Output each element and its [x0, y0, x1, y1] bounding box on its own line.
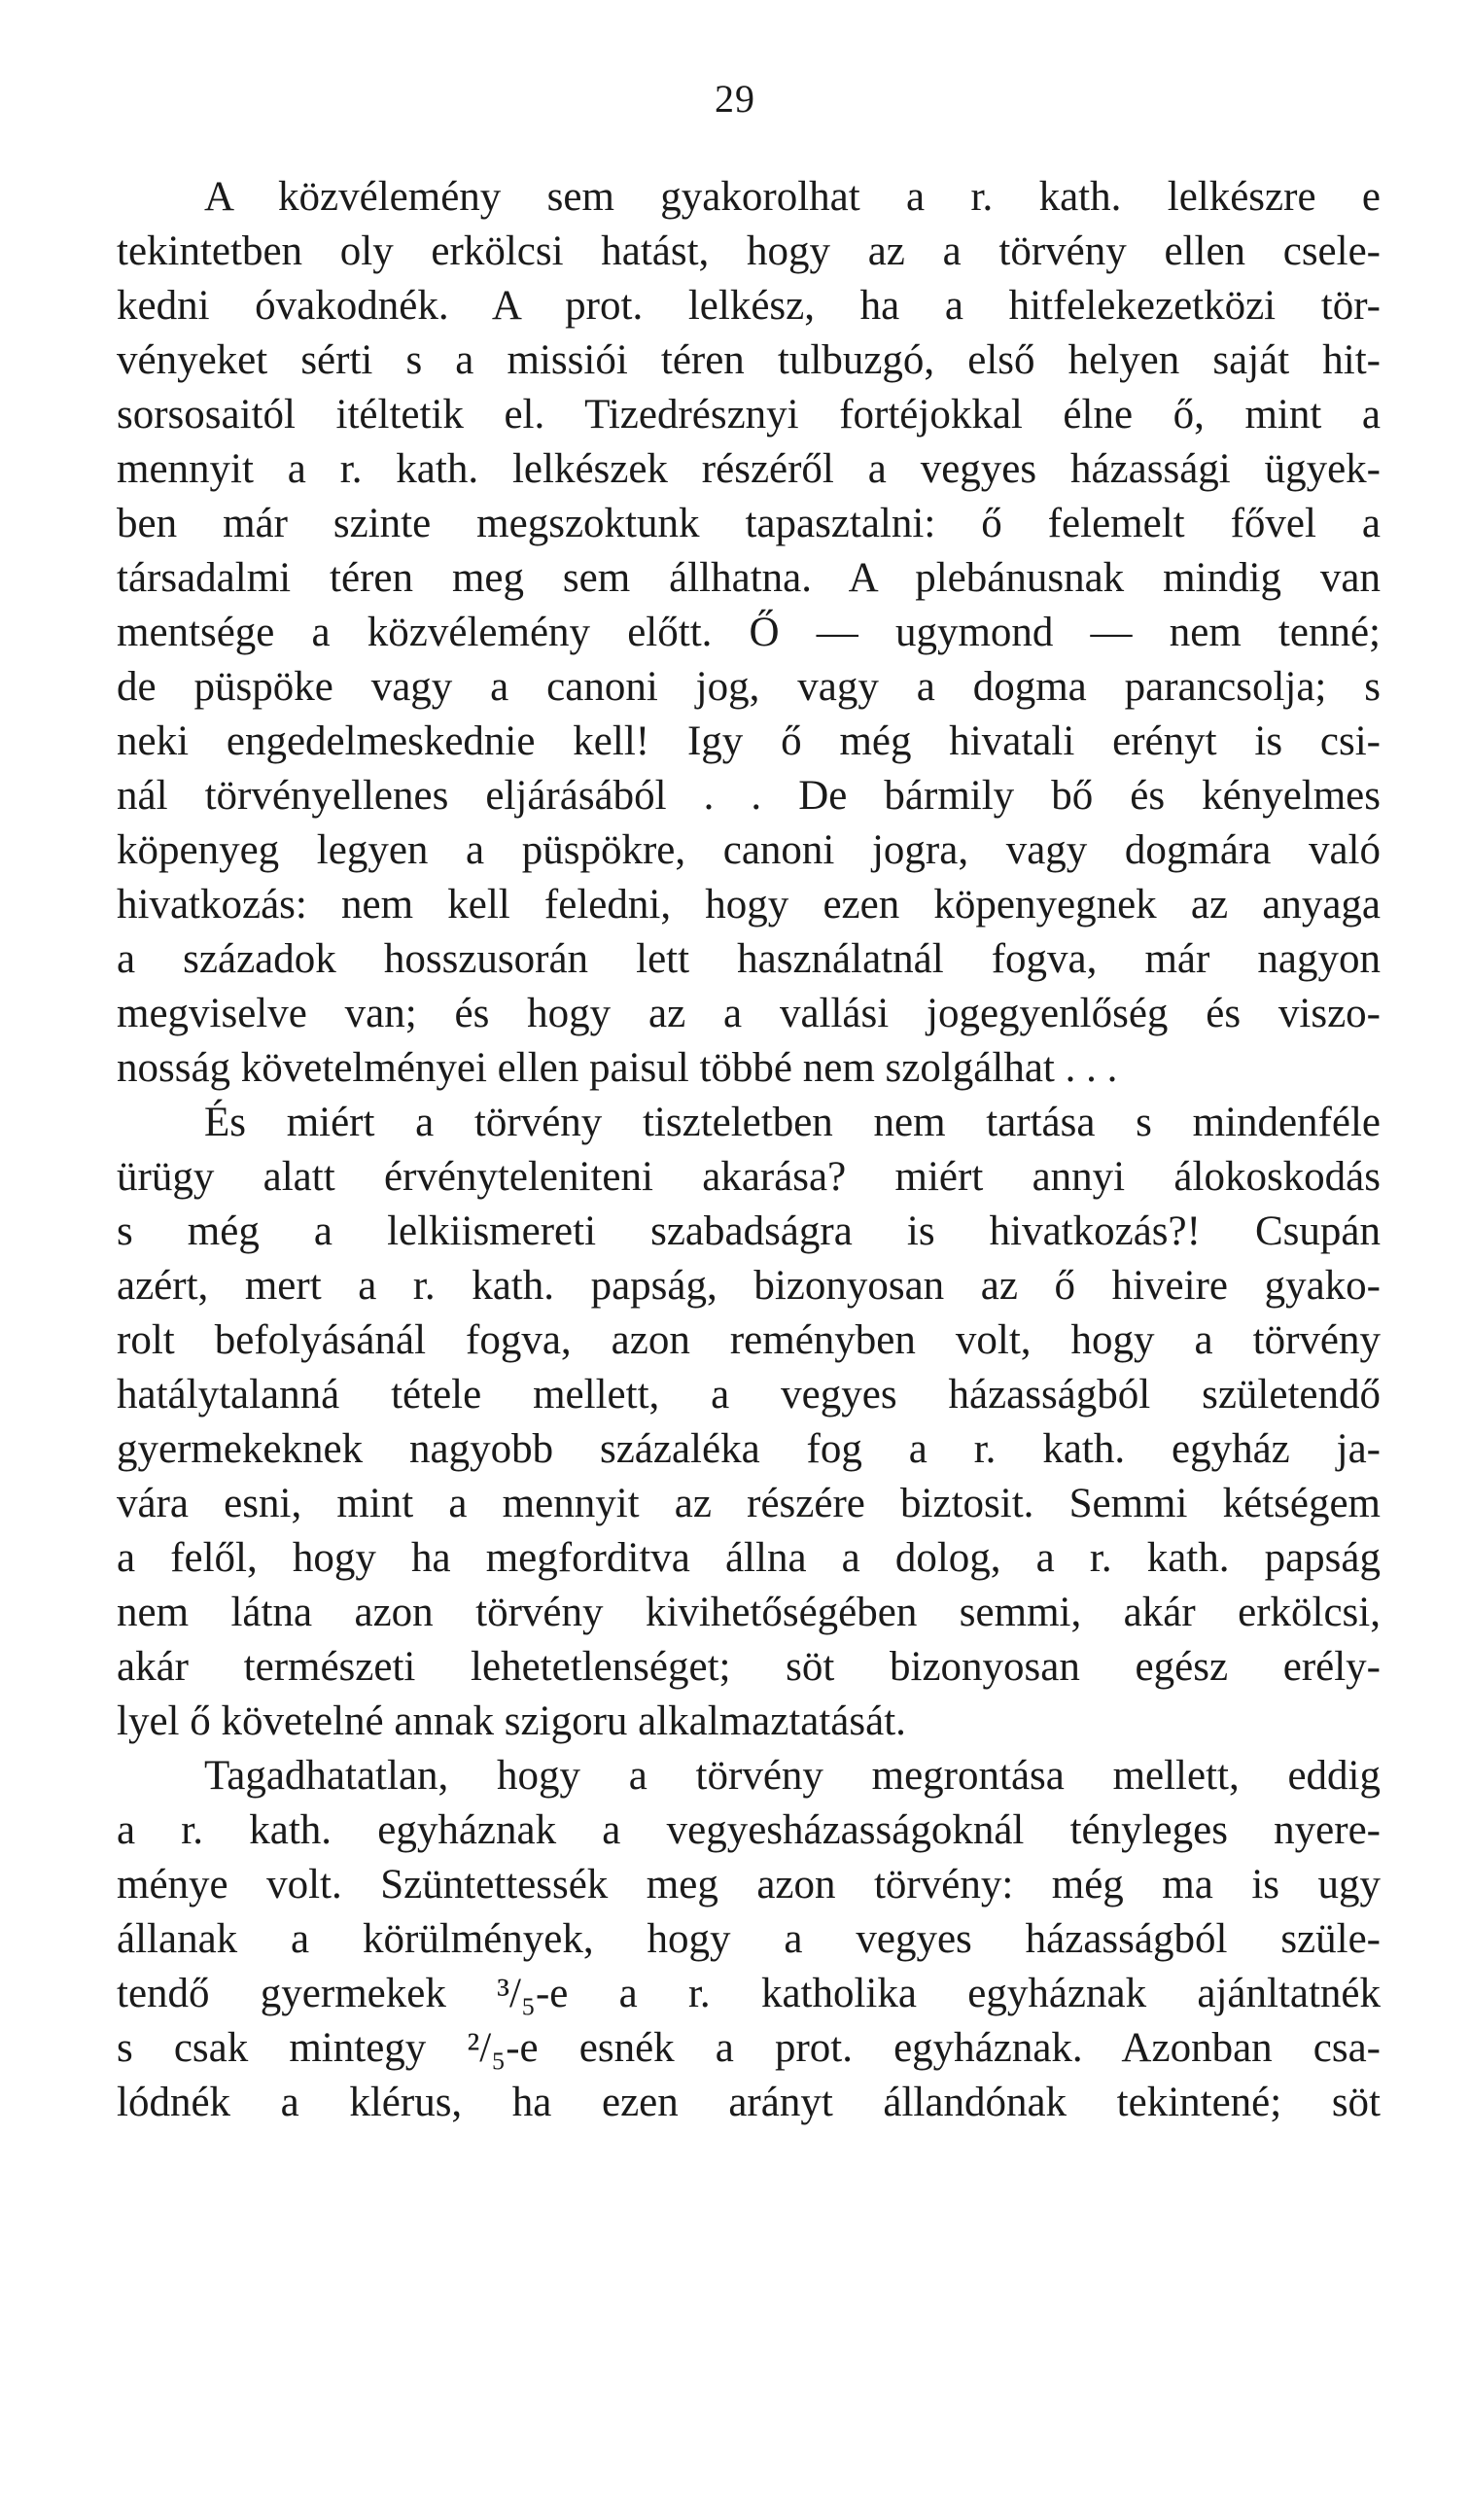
- text-line: ben már szinte megszoktunk tapasztalni: ő felemelt fővel a: [117, 501, 1381, 546]
- text-line: kedni óvakodnék. A prot. lelkész, ha a hitfelekezetközi tör-: [117, 283, 1381, 329]
- text-line: tendő gyermekek ³/₅-e a r. katholika egyháznak ajánltatnék: [117, 1971, 1381, 2016]
- text-line: a r. kath. egyháznak a vegyesházasságoknál tényleges nyere-: [117, 1807, 1381, 1853]
- page-number: 29: [715, 77, 755, 121]
- text-line: azért, mert a r. kath. papság, bizonyosan az ő hiveire gyako-: [117, 1263, 1381, 1309]
- text-line: lódnék a klérus, ha ezen arányt állandónak tekintené; söt: [117, 2080, 1381, 2125]
- text-line: vára esni, mint a mennyit az részére biztosit. Semmi kétségem: [117, 1481, 1381, 1526]
- text-line: ménye volt. Szüntettessék meg azon törvény: még ma is ugy: [117, 1862, 1381, 1908]
- text-line: nosság követelményei ellen paisul többé nem szolgálhat . . .: [117, 1045, 1118, 1091]
- text-line: nál törvényellenes eljárásából . . De bármily bő és kényelmes: [117, 773, 1381, 819]
- text-line: rolt befolyásánál fogva, azon reményben volt, hogy a törvény: [117, 1317, 1381, 1363]
- text-line: neki engedelmeskednie kell! Igy ő még hivatali erényt is csi-: [117, 718, 1381, 764]
- text-line: s még a lelkiismereti szabadságra is hivatkozás?! Csupán: [117, 1208, 1381, 1254]
- text-line: állanak a körülmények, hogy a vegyes házasságból szüle-: [117, 1916, 1381, 1962]
- paragraph-3: [117, 1749, 1381, 2130]
- text-line: de püspöke vagy a canoni jog, vagy a dogma parancsolja; s: [117, 664, 1381, 710]
- body-text: [117, 170, 1381, 2130]
- text-line: hatálytalanná tétele mellett, a vegyes házasságból születendő: [117, 1372, 1381, 1418]
- text-line: társadalmi téren meg sem állhatna. A plebánusnak mindig van: [117, 555, 1381, 601]
- text-line: mennyit a r. kath. lelkészek részéről a vegyes házassági ügyek-: [117, 446, 1381, 492]
- paragraph-1: [117, 170, 1381, 1096]
- text-line: mentsége a közvélemény előtt. Ő — ugymond — nem tenné;: [117, 610, 1381, 655]
- text-line: a felől, hogy ha megforditva állna a dolog, a r. kath. papság: [117, 1535, 1381, 1581]
- text-line: megviselve van; és hogy az a vallási jogegyenlőség és viszo-: [117, 991, 1381, 1036]
- text-line: akár természeti lehetetlenséget; söt bizonyosan egész erély-: [117, 1644, 1381, 1690]
- text-line: ürügy alatt érvényteleniteni akarása? miért annyi álokoskodás: [117, 1154, 1381, 1200]
- text-line: vényeket sérti s a missiói téren tulbuzgó, első helyen saját hit-: [117, 337, 1381, 383]
- text-line: s csak mintegy ²/₅-e esnék a prot. egyháznak. Azonban csa-: [117, 2025, 1381, 2071]
- text-line: hivatkozás: nem kell feledni, hogy ezen köpenyegnek az anyaga: [117, 882, 1381, 928]
- text-line: És miért a törvény tiszteletben nem tartása s mindenféle: [204, 1100, 1381, 1145]
- text-line: sorsosaitól itéltetik el. Tizedrésznyi fortéjokkal élne ő, mint a: [117, 392, 1381, 438]
- paragraph-2: [117, 1096, 1381, 1749]
- text-line: gyermekeknek nagyobb százaléka fog a r. kath. egyház ja-: [117, 1426, 1381, 1472]
- text-line: köpenyeg legyen a püspökre, canoni jogra, vagy dogmára való: [117, 827, 1381, 873]
- text-line: lyel ő követelné annak szigoru alkalmaztatását.: [117, 1698, 906, 1744]
- text-line: Tagadhatatlan, hogy a törvény megrontása mellett, eddig: [204, 1753, 1381, 1799]
- text-line: A közvélemény sem gyakorolhat a r. kath. lelkészre e: [204, 174, 1381, 220]
- text-line: tekintetben oly erkölcsi hatást, hogy az a törvény ellen csele-: [117, 228, 1381, 274]
- text-line: nem látna azon törvény kivihetőségében semmi, akár erkölcsi,: [117, 1590, 1381, 1635]
- text-line: a századok hosszusorán lett használatnál fogva, már nagyon: [117, 936, 1381, 982]
